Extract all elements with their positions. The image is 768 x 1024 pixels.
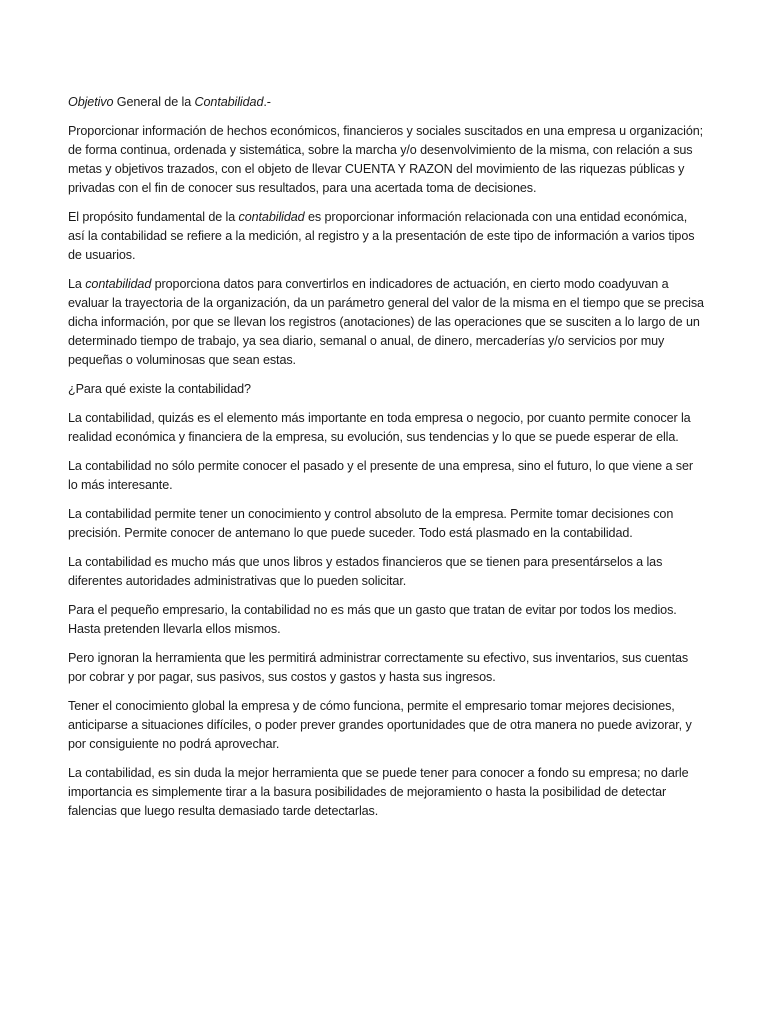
document-page [68,93,704,831]
paragraph-2 [68,208,704,265]
paragraph-3-emphasis: contabilidad [85,277,152,291]
paragraph-10: Tener el conocimiento global la empresa y de cómo funciona, permite el empresario tomar mejores decisiones, anticiparse a situaciones difíciles, o poder prever grandes oportunidades que de otra manera no puede avizorar, y por consiguiente no podrá aprovechar. [68,699,692,751]
paragraph-5: La contabilidad no sólo permite conocer el pasado y el presente de una empresa, sino el futuro, lo que viene a ser lo más interesante. [68,459,693,492]
paragraph-3-end: proporciona datos para convertirlos en indicadores de actuación, en cierto modo coadyuvan a evaluar la trayectoria de la organización, da un parámetro general del valor de la misma en el tiempo que se precisa dicha información, por que se llevan los registros (anotaciones) de las operaciones que se susciten a lo largo de un determinado tiempo de trabajo, ya sea diario, semanal o anual, de dinero, mercaderías y/o servicios por muy pequeñas o voluminosas que sean estas. [68,277,704,367]
paragraph-1: Proporcionar información de hechos económicos, financieros y sociales suscitados en una empresa u organización; de forma continua, ordenada y sistemática, sobre la marcha y/o desenvolvimiento de la misma, con relación a sus metas y objetivos trazados, con el objeto de llevar CUENTA Y RAZON del movimiento de las riquezas públicas y privadas con el fin de conocer sus resultados, para una acertada toma de decisiones. [68,124,704,195]
paragraph-9: Pero ignoran la herramienta que les permitirá administrar correctamente su efectivo, sus inventarios, sus cuentas por cobrar y por pagar, sus pasivos, sus costos y gastos y hasta sus ingresos. [68,651,689,684]
paragraph-2-start: El propósito fundamental de la [68,210,239,224]
paragraph-8: Para el pequeño empresario, la contabilidad no es más que un gasto que tratan de evitar por todos los medios. Hasta pretenden llevarla ellos mismos. [68,603,677,636]
paragraph-6: La contabilidad permite tener un conocimiento y control absoluto de la empresa. Permite tomar decisiones con precisión. Permite conocer de antemano lo que puede suceder. Todo está plasmado en la contabilidad. [68,507,674,540]
paragraph-11: La contabilidad, es sin duda la mejor herramienta que se puede tener para conocer a fondo su empresa; no darle importancia es simplemente tirar a la basura posibilidades de mejoramiento o hasta la posibilidad de detectar falencias que luego resulta demasiado tarde detectarlas. [68,766,689,818]
document-title [68,93,704,112]
paragraph-7: La contabilidad es mucho más que unos libros y estados financieros que se tienen para presentárselos a las diferentes autoridades administrativas que lo pueden solicitar. [68,555,663,588]
section-question: ¿Para qué existe la contabilidad? [68,382,251,396]
title-word-objetivo: Objetivo [68,95,114,109]
title-middle: General de la [113,95,195,109]
paragraph-2-end: es proporcionar información relacionada con una entidad económica, así la contabilidad se refiere a la medición, al registro y a la presentación de este tipo de información a varios tipos de usuarios. [68,210,695,262]
paragraph-3-start: La [68,277,86,291]
paragraph-3 [68,275,704,370]
paragraph-4: La contabilidad, quizás es el elemento más importante en toda empresa o negocio, por cuanto permite conocer la realidad económica y financiera de la empresa, su evolución, sus tendencias y lo que se puede esperar de ella. [68,411,691,444]
title-word-contabilidad: Contabilidad [194,95,264,109]
title-suffix: .- [263,95,271,109]
paragraph-2-emphasis: contabilidad [238,210,305,224]
